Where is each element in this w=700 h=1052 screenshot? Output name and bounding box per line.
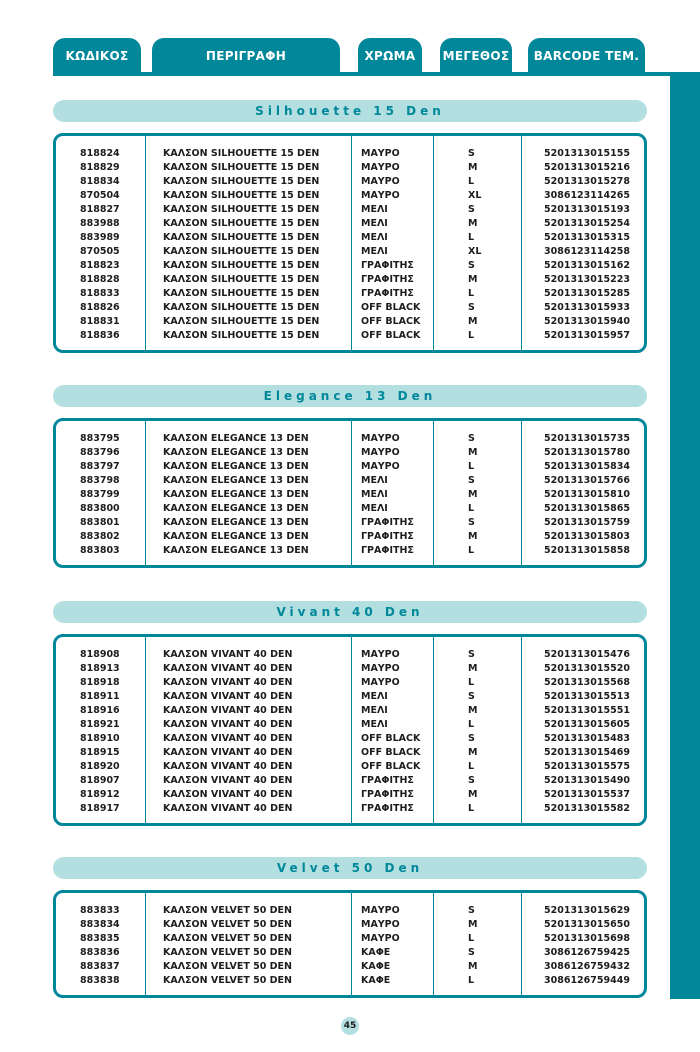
- cell-size: M: [468, 663, 478, 674]
- table-row: [56, 718, 644, 732]
- cell-size: M: [468, 789, 478, 800]
- cell-size: S: [468, 475, 475, 486]
- cell-color: ΜΕΛΙ: [361, 705, 388, 716]
- table-row: [56, 161, 644, 175]
- cell-description: ΚΑΛΣΟΝ SILHOUETTE 15 DEN: [163, 218, 320, 229]
- cell-color: ΜΑΥΡΟ: [361, 148, 400, 159]
- cell-size: L: [468, 803, 475, 814]
- cell-size: M: [468, 531, 478, 542]
- cell-code: 870504: [80, 190, 120, 201]
- cell-size: S: [468, 649, 475, 660]
- cell-code: 870505: [80, 246, 120, 257]
- cell-size: M: [468, 218, 478, 229]
- cell-size: S: [468, 947, 475, 958]
- table-vivant: [53, 634, 647, 826]
- section-title-silhouette: Silhouette 15 Den: [53, 100, 647, 122]
- cell-code: 883835: [80, 933, 120, 944]
- cell-description: ΚΑΛΣΟΝ SILHOUETTE 15 DEN: [163, 316, 320, 327]
- table-row: [56, 662, 644, 676]
- cell-color: ΜΑΥΡΟ: [361, 162, 400, 173]
- cell-barcode: 5201313015759: [544, 517, 630, 528]
- cell-code: 818827: [80, 204, 120, 215]
- cell-size: M: [468, 961, 478, 972]
- cell-barcode: 5201313015551: [544, 705, 630, 716]
- cell-barcode: 5201313015155: [544, 148, 630, 159]
- cell-barcode: 5201313015650: [544, 919, 630, 930]
- section-title-velvet: Velvet 50 Den: [53, 857, 647, 879]
- table-silhouette: [53, 133, 647, 353]
- cell-description: ΚΑΛΣΟΝ ELEGANCE 13 DEN: [163, 475, 309, 486]
- tab-barcode: BARCODE ΤΕΜ.: [528, 38, 645, 74]
- table-row: [56, 530, 644, 544]
- table-row: [56, 774, 644, 788]
- cell-color: ΓΡΑΦΙΤΗΣ: [361, 803, 414, 814]
- cell-barcode: 5201313015254: [544, 218, 630, 229]
- cell-code: 818916: [80, 705, 120, 716]
- cell-barcode: 3086126759425: [544, 947, 630, 958]
- table-row: [56, 918, 644, 932]
- cell-barcode: 5201313015735: [544, 433, 630, 444]
- cell-color: OFF BLACK: [361, 761, 421, 772]
- cell-code: 883836: [80, 947, 120, 958]
- cell-description: ΚΑΛΣΟΝ SILHOUETTE 15 DEN: [163, 232, 320, 243]
- cell-barcode: 5201313015629: [544, 905, 630, 916]
- cell-barcode: 5201313015582: [544, 803, 630, 814]
- cell-color: ΜΕΛΙ: [361, 218, 388, 229]
- cell-color: ΚΑΦΕ: [361, 947, 391, 958]
- cell-barcode: 5201313015568: [544, 677, 630, 688]
- cell-size: M: [468, 162, 478, 173]
- cell-description: ΚΑΛΣΟΝ SILHOUETTE 15 DEN: [163, 176, 320, 187]
- cell-size: L: [468, 503, 475, 514]
- cell-size: M: [468, 919, 478, 930]
- cell-barcode: 5201313015575: [544, 761, 630, 772]
- cell-color: ΓΡΑΦΙΤΗΣ: [361, 775, 414, 786]
- cell-barcode: 5201313015780: [544, 447, 630, 458]
- cell-barcode: 5201313015865: [544, 503, 630, 514]
- table-row: [56, 432, 644, 446]
- cell-size: M: [468, 274, 478, 285]
- table-row: [56, 488, 644, 502]
- cell-code: 818917: [80, 803, 120, 814]
- cell-size: S: [468, 905, 475, 916]
- cell-code: 818836: [80, 330, 120, 341]
- table-row: [56, 175, 644, 189]
- cell-description: ΚΑΛΣΟΝ VELVET 50 DEN: [163, 919, 292, 930]
- cell-color: ΜΕΛΙ: [361, 204, 388, 215]
- table-row: [56, 217, 644, 231]
- cell-color: OFF BLACK: [361, 302, 421, 313]
- column-header-bar: [0, 38, 700, 74]
- cell-code: 883989: [80, 232, 120, 243]
- cell-size: S: [468, 302, 475, 313]
- cell-code: 818907: [80, 775, 120, 786]
- cell-barcode: 3086126759449: [544, 975, 630, 986]
- table-row: [56, 231, 644, 245]
- cell-barcode: 5201313015605: [544, 719, 630, 730]
- cell-description: ΚΑΛΣΟΝ VIVANT 40 DEN: [163, 733, 293, 744]
- cell-code: 883838: [80, 975, 120, 986]
- cell-color: OFF BLACK: [361, 733, 421, 744]
- cell-color: ΜΕΛΙ: [361, 246, 388, 257]
- table-row: [56, 516, 644, 530]
- cell-color: ΜΕΛΙ: [361, 232, 388, 243]
- cell-code: 818826: [80, 302, 120, 313]
- table-row: [56, 648, 644, 662]
- table-row: [56, 273, 644, 287]
- cell-color: ΚΑΦΕ: [361, 961, 391, 972]
- cell-barcode: 5201313015216: [544, 162, 630, 173]
- cell-code: 818829: [80, 162, 120, 173]
- cell-size: M: [468, 705, 478, 716]
- table-row: [56, 974, 644, 988]
- table-row: [56, 315, 644, 329]
- cell-color: ΜΕΛΙ: [361, 719, 388, 730]
- cell-color: ΜΑΥΡΟ: [361, 663, 400, 674]
- table-row: [56, 329, 644, 343]
- cell-code: 818910: [80, 733, 120, 744]
- cell-color: ΓΡΑΦΙΤΗΣ: [361, 260, 414, 271]
- cell-description: ΚΑΛΣΟΝ VIVANT 40 DEN: [163, 761, 293, 772]
- table-row: [56, 802, 644, 816]
- table-elegance: [53, 418, 647, 568]
- cell-code: 818834: [80, 176, 120, 187]
- cell-size: L: [468, 330, 475, 341]
- cell-description: ΚΑΛΣΟΝ SILHOUETTE 15 DEN: [163, 162, 320, 173]
- cell-barcode: 5201313015490: [544, 775, 630, 786]
- table-row: [56, 287, 644, 301]
- cell-description: ΚΑΛΣΟΝ ELEGANCE 13 DEN: [163, 461, 309, 472]
- cell-color: ΜΑΥΡΟ: [361, 905, 400, 916]
- cell-code: 883797: [80, 461, 120, 472]
- table-row: [56, 474, 644, 488]
- cell-size: L: [468, 461, 475, 472]
- table-row: [56, 760, 644, 774]
- cell-size: L: [468, 761, 475, 772]
- cell-barcode: 5201313015162: [544, 260, 630, 271]
- cell-description: ΚΑΛΣΟΝ VELVET 50 DEN: [163, 905, 292, 916]
- table-row: [56, 301, 644, 315]
- header-underline: [53, 72, 700, 76]
- cell-description: ΚΑΛΣΟΝ VIVANT 40 DEN: [163, 705, 293, 716]
- cell-size: S: [468, 433, 475, 444]
- cell-barcode: 5201313015315: [544, 232, 630, 243]
- cell-code: 818911: [80, 691, 120, 702]
- cell-barcode: 5201313015469: [544, 747, 630, 758]
- cell-barcode: 5201313015933: [544, 302, 630, 313]
- cell-color: ΓΡΑΦΙΤΗΣ: [361, 274, 414, 285]
- table-row: [56, 932, 644, 946]
- cell-color: ΓΡΑΦΙΤΗΣ: [361, 545, 414, 556]
- cell-barcode: 5201313015940: [544, 316, 630, 327]
- cell-color: ΜΑΥΡΟ: [361, 649, 400, 660]
- cell-description: ΚΑΛΣΟΝ VIVANT 40 DEN: [163, 803, 293, 814]
- tab-color: ΧΡΩΜΑ: [358, 38, 422, 74]
- cell-barcode: 5201313015483: [544, 733, 630, 744]
- cell-code: 818824: [80, 148, 120, 159]
- cell-size: L: [468, 288, 475, 299]
- tab-description: ΠΕΡΙΓΡΑΦΗ: [152, 38, 340, 74]
- cell-code: 883799: [80, 489, 120, 500]
- cell-color: ΜΕΛΙ: [361, 489, 388, 500]
- cell-code: 883796: [80, 447, 120, 458]
- table-row: [56, 460, 644, 474]
- table-row: [56, 960, 644, 974]
- cell-code: 883802: [80, 531, 120, 542]
- cell-barcode: 3086123114258: [544, 246, 630, 257]
- cell-color: ΜΑΥΡΟ: [361, 677, 400, 688]
- cell-description: ΚΑΛΣΟΝ VELVET 50 DEN: [163, 947, 292, 958]
- cell-code: 818908: [80, 649, 120, 660]
- cell-color: OFF BLACK: [361, 747, 421, 758]
- cell-size: M: [468, 489, 478, 500]
- tab-code: ΚΩΔΙΚΟΣ: [53, 38, 141, 74]
- cell-barcode: 5201313015810: [544, 489, 630, 500]
- cell-size: L: [468, 545, 475, 556]
- cell-size: L: [468, 719, 475, 730]
- table-row: [56, 746, 644, 760]
- table-velvet: [53, 890, 647, 998]
- cell-color: ΚΑΦΕ: [361, 975, 391, 986]
- cell-size: M: [468, 747, 478, 758]
- table-row: [56, 502, 644, 516]
- table-row: [56, 732, 644, 746]
- cell-description: ΚΑΛΣΟΝ ELEGANCE 13 DEN: [163, 433, 309, 444]
- cell-description: ΚΑΛΣΟΝ ELEGANCE 13 DEN: [163, 489, 309, 500]
- cell-color: ΜΑΥΡΟ: [361, 461, 400, 472]
- cell-color: ΜΑΥΡΟ: [361, 933, 400, 944]
- cell-barcode: 5201313015698: [544, 933, 630, 944]
- cell-code: 818915: [80, 747, 120, 758]
- cell-description: ΚΑΛΣΟΝ VIVANT 40 DEN: [163, 747, 293, 758]
- cell-code: 818918: [80, 677, 120, 688]
- cell-size: L: [468, 933, 475, 944]
- cell-color: ΜΕΛΙ: [361, 475, 388, 486]
- table-row: [56, 259, 644, 273]
- cell-color: ΜΑΥΡΟ: [361, 447, 400, 458]
- cell-barcode: 5201313015834: [544, 461, 630, 472]
- cell-color: ΜΑΥΡΟ: [361, 919, 400, 930]
- cell-color: ΜΑΥΡΟ: [361, 176, 400, 187]
- table-row: [56, 676, 644, 690]
- cell-size: S: [468, 517, 475, 528]
- table-row: [56, 690, 644, 704]
- cell-description: ΚΑΛΣΟΝ ELEGANCE 13 DEN: [163, 503, 309, 514]
- cell-color: OFF BLACK: [361, 330, 421, 341]
- cell-description: ΚΑΛΣΟΝ SILHOUETTE 15 DEN: [163, 246, 320, 257]
- cell-code: 818823: [80, 260, 120, 271]
- cell-code: 883833: [80, 905, 120, 916]
- cell-description: ΚΑΛΣΟΝ SILHOUETTE 15 DEN: [163, 288, 320, 299]
- page-number: 45: [341, 1017, 359, 1035]
- cell-barcode: 5201313015193: [544, 204, 630, 215]
- cell-barcode: 5201313015766: [544, 475, 630, 486]
- table-row: [56, 245, 644, 259]
- cell-description: ΚΑΛΣΟΝ VIVANT 40 DEN: [163, 691, 293, 702]
- section-title-vivant: Vivant 40 Den: [53, 601, 647, 623]
- cell-size: L: [468, 176, 475, 187]
- cell-size: S: [468, 733, 475, 744]
- cell-code: 883798: [80, 475, 120, 486]
- cell-code: 818831: [80, 316, 120, 327]
- section-title-elegance: Elegance 13 Den: [53, 385, 647, 407]
- cell-barcode: 3086123114265: [544, 190, 630, 201]
- cell-barcode: 5201313015285: [544, 288, 630, 299]
- cell-code: 883837: [80, 961, 120, 972]
- table-row: [56, 704, 644, 718]
- cell-barcode: 5201313015803: [544, 531, 630, 542]
- cell-size: S: [468, 691, 475, 702]
- cell-barcode: 5201313015513: [544, 691, 630, 702]
- cell-size: L: [468, 677, 475, 688]
- right-sidebar-strip: [670, 72, 700, 999]
- cell-barcode: 3086126759432: [544, 961, 630, 972]
- cell-code: 818913: [80, 663, 120, 674]
- cell-code: 883801: [80, 517, 120, 528]
- cell-description: ΚΑΛΣΟΝ VIVANT 40 DEN: [163, 775, 293, 786]
- cell-description: ΚΑΛΣΟΝ VELVET 50 DEN: [163, 975, 292, 986]
- cell-description: ΚΑΛΣΟΝ VIVANT 40 DEN: [163, 677, 293, 688]
- cell-barcode: 5201313015957: [544, 330, 630, 341]
- cell-size: XL: [468, 246, 482, 257]
- cell-size: S: [468, 775, 475, 786]
- cell-size: M: [468, 447, 478, 458]
- table-row: [56, 788, 644, 802]
- table-row: [56, 189, 644, 203]
- cell-color: ΓΡΑΦΙΤΗΣ: [361, 531, 414, 542]
- cell-size: XL: [468, 190, 482, 201]
- cell-color: ΜΑΥΡΟ: [361, 433, 400, 444]
- table-row: [56, 904, 644, 918]
- cell-size: L: [468, 975, 475, 986]
- cell-description: ΚΑΛΣΟΝ VELVET 50 DEN: [163, 933, 292, 944]
- cell-description: ΚΑΛΣΟΝ SILHOUETTE 15 DEN: [163, 260, 320, 271]
- cell-barcode: 5201313015537: [544, 789, 630, 800]
- cell-size: L: [468, 232, 475, 243]
- table-row: [56, 147, 644, 161]
- cell-color: ΓΡΑΦΙΤΗΣ: [361, 789, 414, 800]
- cell-description: ΚΑΛΣΟΝ SILHOUETTE 15 DEN: [163, 204, 320, 215]
- cell-description: ΚΑΛΣΟΝ ELEGANCE 13 DEN: [163, 545, 309, 556]
- table-row: [56, 544, 644, 558]
- cell-color: ΜΕΛΙ: [361, 691, 388, 702]
- cell-code: 818920: [80, 761, 120, 772]
- cell-description: ΚΑΛΣΟΝ VIVANT 40 DEN: [163, 663, 293, 674]
- table-row: [56, 946, 644, 960]
- cell-code: 818921: [80, 719, 120, 730]
- tab-size: ΜΕΓΕΘΟΣ: [440, 38, 512, 74]
- table-row: [56, 203, 644, 217]
- cell-code: 883800: [80, 503, 120, 514]
- cell-description: ΚΑΛΣΟΝ VELVET 50 DEN: [163, 961, 292, 972]
- cell-barcode: 5201313015278: [544, 176, 630, 187]
- cell-size: M: [468, 316, 478, 327]
- cell-description: ΚΑΛΣΟΝ VIVANT 40 DEN: [163, 789, 293, 800]
- cell-code: 818828: [80, 274, 120, 285]
- cell-description: ΚΑΛΣΟΝ SILHOUETTE 15 DEN: [163, 302, 320, 313]
- cell-code: 883834: [80, 919, 120, 930]
- cell-code: 883795: [80, 433, 120, 444]
- cell-description: ΚΑΛΣΟΝ ELEGANCE 13 DEN: [163, 517, 309, 528]
- cell-code: 883803: [80, 545, 120, 556]
- cell-color: ΜΑΥΡΟ: [361, 190, 400, 201]
- cell-size: S: [468, 204, 475, 215]
- cell-barcode: 5201313015858: [544, 545, 630, 556]
- cell-description: ΚΑΛΣΟΝ SILHOUETTE 15 DEN: [163, 190, 320, 201]
- cell-color: OFF BLACK: [361, 316, 421, 327]
- cell-color: ΓΡΑΦΙΤΗΣ: [361, 517, 414, 528]
- cell-color: ΜΕΛΙ: [361, 503, 388, 514]
- cell-description: ΚΑΛΣΟΝ SILHOUETTE 15 DEN: [163, 330, 320, 341]
- cell-description: ΚΑΛΣΟΝ SILHOUETTE 15 DEN: [163, 274, 320, 285]
- cell-size: S: [468, 260, 475, 271]
- cell-description: ΚΑΛΣΟΝ ELEGANCE 13 DEN: [163, 531, 309, 542]
- cell-description: ΚΑΛΣΟΝ ELEGANCE 13 DEN: [163, 447, 309, 458]
- cell-description: ΚΑΛΣΟΝ VIVANT 40 DEN: [163, 649, 293, 660]
- cell-code: 818912: [80, 789, 120, 800]
- cell-description: ΚΑΛΣΟΝ SILHOUETTE 15 DEN: [163, 148, 320, 159]
- cell-description: ΚΑΛΣΟΝ VIVANT 40 DEN: [163, 719, 293, 730]
- cell-color: ΓΡΑΦΙΤΗΣ: [361, 288, 414, 299]
- cell-code: 883988: [80, 218, 120, 229]
- cell-barcode: 5201313015476: [544, 649, 630, 660]
- table-row: [56, 446, 644, 460]
- cell-code: 818833: [80, 288, 120, 299]
- cell-barcode: 5201313015223: [544, 274, 630, 285]
- cell-size: S: [468, 148, 475, 159]
- cell-barcode: 5201313015520: [544, 663, 630, 674]
